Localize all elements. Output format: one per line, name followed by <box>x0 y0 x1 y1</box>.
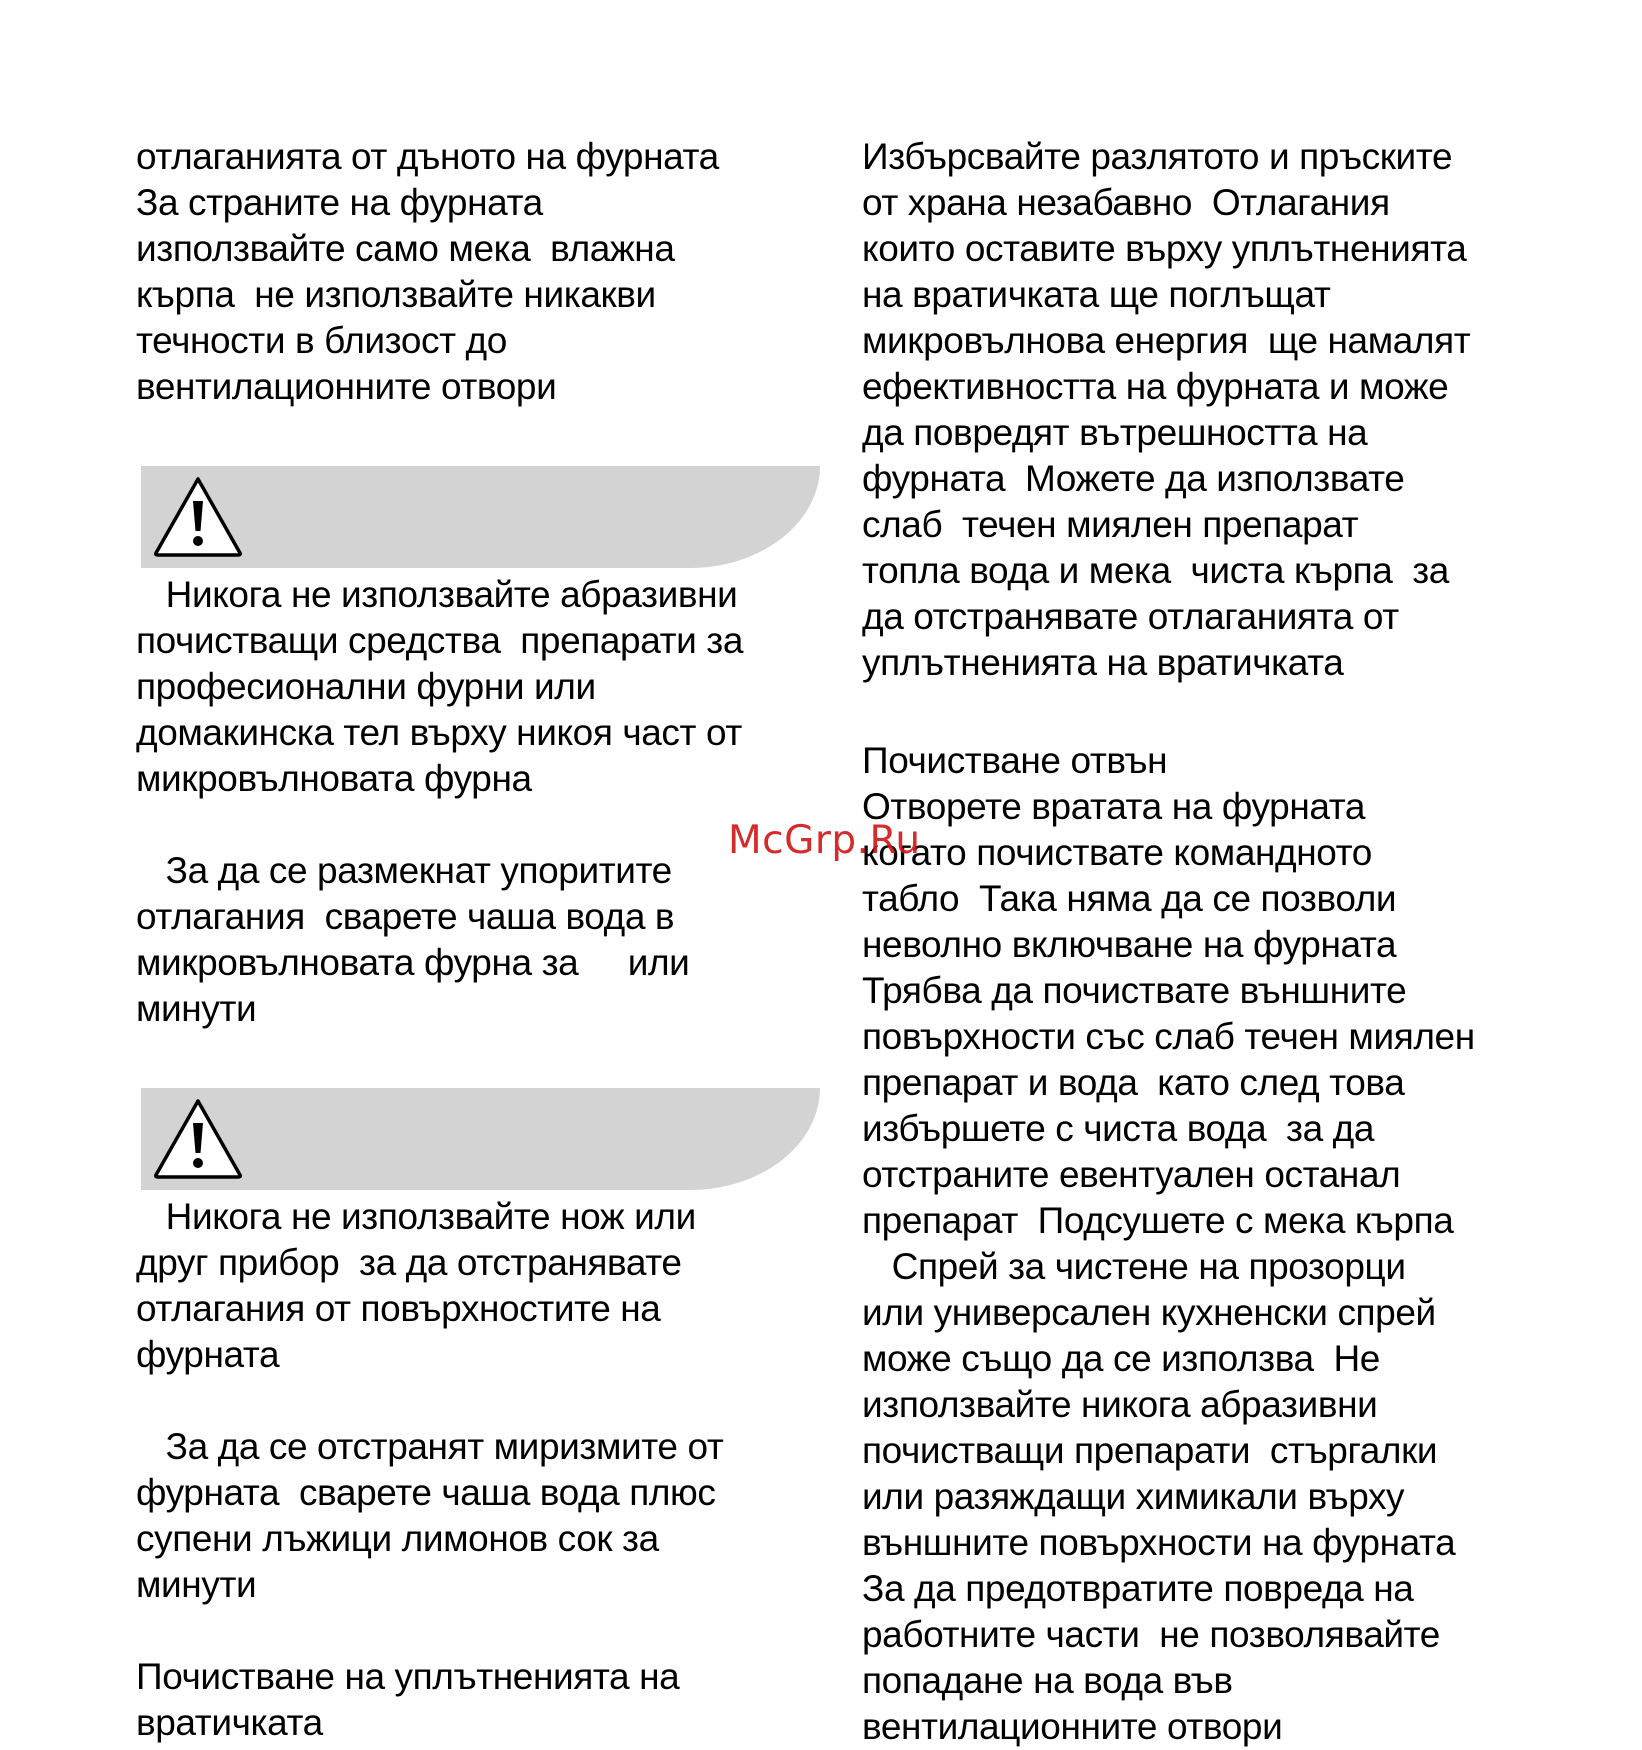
text-line: За да предотвратите повреда на <box>862 1568 1414 1609</box>
warning-triangle-icon <box>152 1097 244 1181</box>
warning-triangle-icon <box>152 475 244 559</box>
text-line: слаб течен миялен препарат <box>862 504 1359 545</box>
text-line: използвайте само мека влажна <box>136 228 675 269</box>
right-paragraph-1 <box>862 134 1582 686</box>
text-line: да повредят вътрешността на <box>862 412 1368 453</box>
text-line: отлагания от повърхностите на <box>136 1288 661 1329</box>
text-line: отстраните евентуален останал <box>862 1154 1401 1195</box>
left-paragraph-5 <box>136 1424 826 1608</box>
text-line: топла вода и мека чиста кърпа за <box>862 550 1449 591</box>
warning-band <box>141 466 820 568</box>
text-line: почистващи средства препарати за <box>136 620 744 661</box>
text-line: ефективността на фурната и може <box>862 366 1449 407</box>
text-line: фурната Можете да използвате <box>862 458 1405 499</box>
text-line: попадане на вода във <box>862 1660 1233 1701</box>
text-line: домакинска тел върху никоя част от <box>136 712 742 753</box>
section-heading: вратичката <box>136 1702 323 1743</box>
text-line: от храна незабавно Отлагания <box>862 182 1390 223</box>
text-line: вентилационните отвори <box>862 1706 1283 1747</box>
text-line: може също да се използва Не <box>862 1338 1380 1379</box>
left-column <box>136 134 826 1746</box>
left-paragraph-3 <box>136 848 826 1032</box>
text-line: Отворете вратата на фурната <box>862 786 1366 827</box>
text-line: Трябва да почиствате външните <box>862 970 1407 1011</box>
right-column <box>862 134 1582 1750</box>
text-line: избършете с чиста вода за да <box>862 1108 1375 1149</box>
text-line: използвайте никога абразивни <box>862 1384 1378 1425</box>
section-heading: Почистване отвън <box>862 740 1168 781</box>
text-line: табло Така няма да се позволи <box>862 878 1397 919</box>
text-line: почистващи препарати стъргалки <box>862 1430 1438 1471</box>
text-line: кърпа не използвайте никакви <box>136 274 656 315</box>
text-line: на вратичката ще поглъщат <box>862 274 1331 315</box>
text-line: микровълновата фурна за или <box>136 942 690 983</box>
left-paragraph-6 <box>136 1654 826 1746</box>
text-line: работните части не позволявайте <box>862 1614 1440 1655</box>
text-line: Избърсвайте разлятото и пръските <box>862 136 1453 177</box>
text-line: вентилационните отвори <box>136 366 557 407</box>
text-line: или универсален кухненски спрей <box>862 1292 1436 1333</box>
text-line: отлаганията от дъното на фурната <box>136 136 719 177</box>
text-line: Никога не използвайте нож или <box>136 1196 696 1237</box>
section-heading: Почистване на уплътненията на <box>136 1656 680 1697</box>
text-line: минути <box>136 1564 257 1605</box>
text-line: За да се отстранят миризмите от <box>136 1426 724 1467</box>
text-line: или разяждащи химикали върху <box>862 1476 1405 1517</box>
left-paragraph-1 <box>136 134 826 410</box>
text-line: препарат Подсушете с мека кърпа <box>862 1200 1454 1241</box>
text-line: Никога не използвайте абразивни <box>136 574 738 615</box>
warning-band <box>141 1088 820 1190</box>
text-line: които оставите върху уплътненията <box>862 228 1467 269</box>
left-paragraph-4 <box>136 1194 826 1378</box>
text-line: фурната сварете чаша вода плюс <box>136 1472 716 1513</box>
text-line: течности в близост до <box>136 320 507 361</box>
text-line: фурната <box>136 1334 280 1375</box>
text-line: микровълнова енергия ще намалят <box>862 320 1471 361</box>
text-line: уплътненията на вратичката <box>862 642 1344 683</box>
text-line: За страните на фурната <box>136 182 543 223</box>
text-line: препарат и вода като след това <box>862 1062 1405 1103</box>
watermark: McGrp.Ru <box>728 818 921 863</box>
text-line: неволно включване на фурната <box>862 924 1397 965</box>
text-line: когато почиствате командното <box>862 832 1372 873</box>
left-paragraph-2 <box>136 572 826 802</box>
right-paragraph-2 <box>862 738 1582 1750</box>
text-line: отлагания сварете чаша вода в <box>136 896 675 937</box>
text-line: повърхности със слаб течен миялен <box>862 1016 1475 1057</box>
text-line: професионални фурни или <box>136 666 596 707</box>
text-line: Спрей за чистене на прозорци <box>862 1246 1406 1287</box>
text-line: външните повърхности на фурната <box>862 1522 1456 1563</box>
text-line: микровълновата фурна <box>136 758 532 799</box>
text-line: супени лъжици лимонов сок за <box>136 1518 659 1559</box>
text-line: друг прибор за да отстранявате <box>136 1242 682 1283</box>
text-line: За да се размекнат упоритите <box>136 850 672 891</box>
text-line: минути <box>136 988 257 1029</box>
text-line: да отстранявате отлаганията от <box>862 596 1399 637</box>
